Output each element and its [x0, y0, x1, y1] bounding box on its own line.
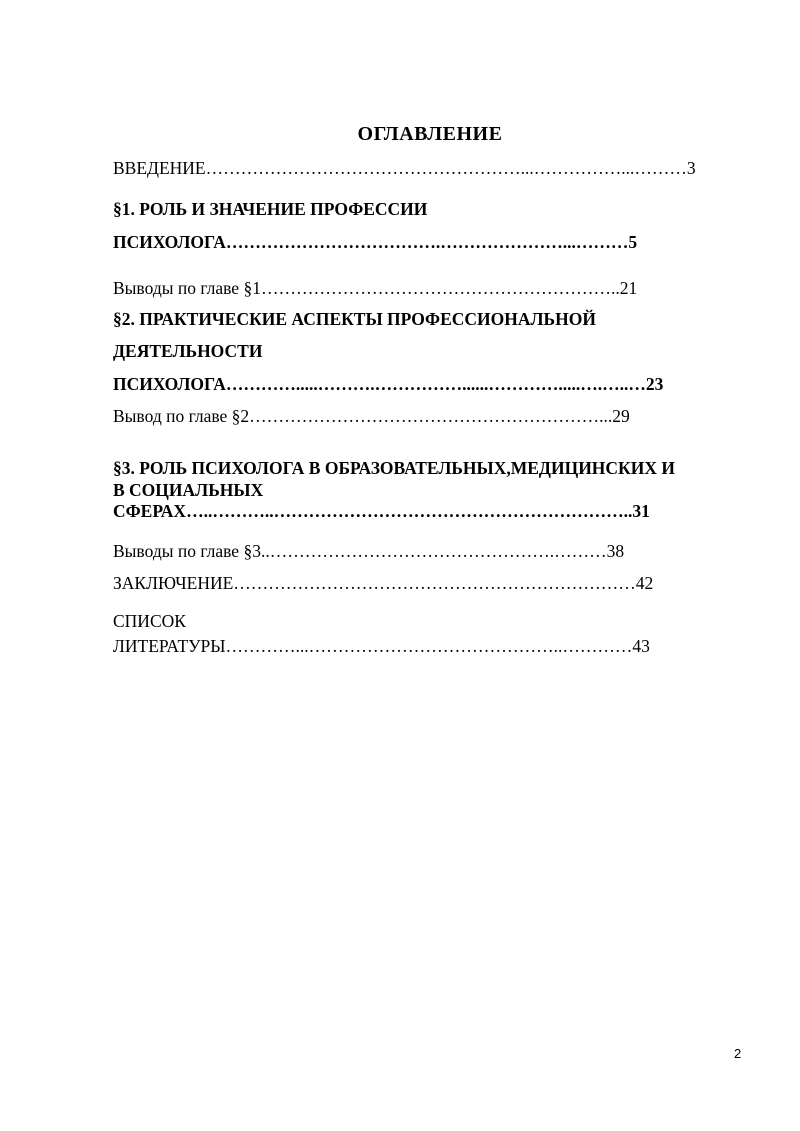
toc-section-1-title-cont: ПСИХОЛОГА……………………………….…………………...………5 [113, 232, 638, 252]
toc-section-1-title: §1. РОЛЬ И ЗНАЧЕНИЕ ПРОФЕССИИ [113, 199, 428, 219]
toc-section-3-title-cont-2: СФЕРАХ…..………..……………………………………………………..31 [113, 501, 650, 521]
toc-section-2-title-cont-2: ПСИХОЛОГА………….....……….……………......………….....….…..…23 [113, 374, 664, 394]
page-number: 2 [734, 1046, 742, 1061]
toc-section-2-title-cont: ДЕЯТЕЛЬНОСТИ [113, 341, 263, 361]
toc-section-3-title: §3. РОЛЬ ПСИХОЛОГА В ОБРАЗОВАТЕЛЬНЫХ,МЕДИЦИНСКИХ И [113, 458, 675, 478]
toc-section-2-conclusion: Вывод по главе §2……………………………………………………...29 [113, 406, 630, 426]
toc-section-1-conclusion: Выводы по главе §1……………………………………………………..21 [113, 278, 638, 298]
toc-entry-conclusion: ЗАКЛЮЧЕНИЕ……………………………………………………………42 [113, 573, 654, 593]
toc-entry-bibliography: СПИСОК [113, 611, 186, 631]
toc-entry-bibliography-cont: ЛИТЕРАТУРЫ…………...……………………………………..…………43 [113, 636, 650, 656]
document-title: ОГЛАВЛЕНИЕ [357, 123, 503, 145]
toc-section-3-title-cont: В СОЦИАЛЬНЫХ [113, 480, 264, 500]
toc-section-2-title: §2. ПРАКТИЧЕСКИЕ АСПЕКТЫ ПРОФЕССИОНАЛЬНОЙ [113, 309, 596, 329]
toc-entry-introduction: ВВЕДЕНИЕ………………………………………………...……………...………3 [113, 158, 696, 178]
toc-section-3-conclusion: Выводы по главе §3..………………………………………….………38 [113, 541, 625, 561]
